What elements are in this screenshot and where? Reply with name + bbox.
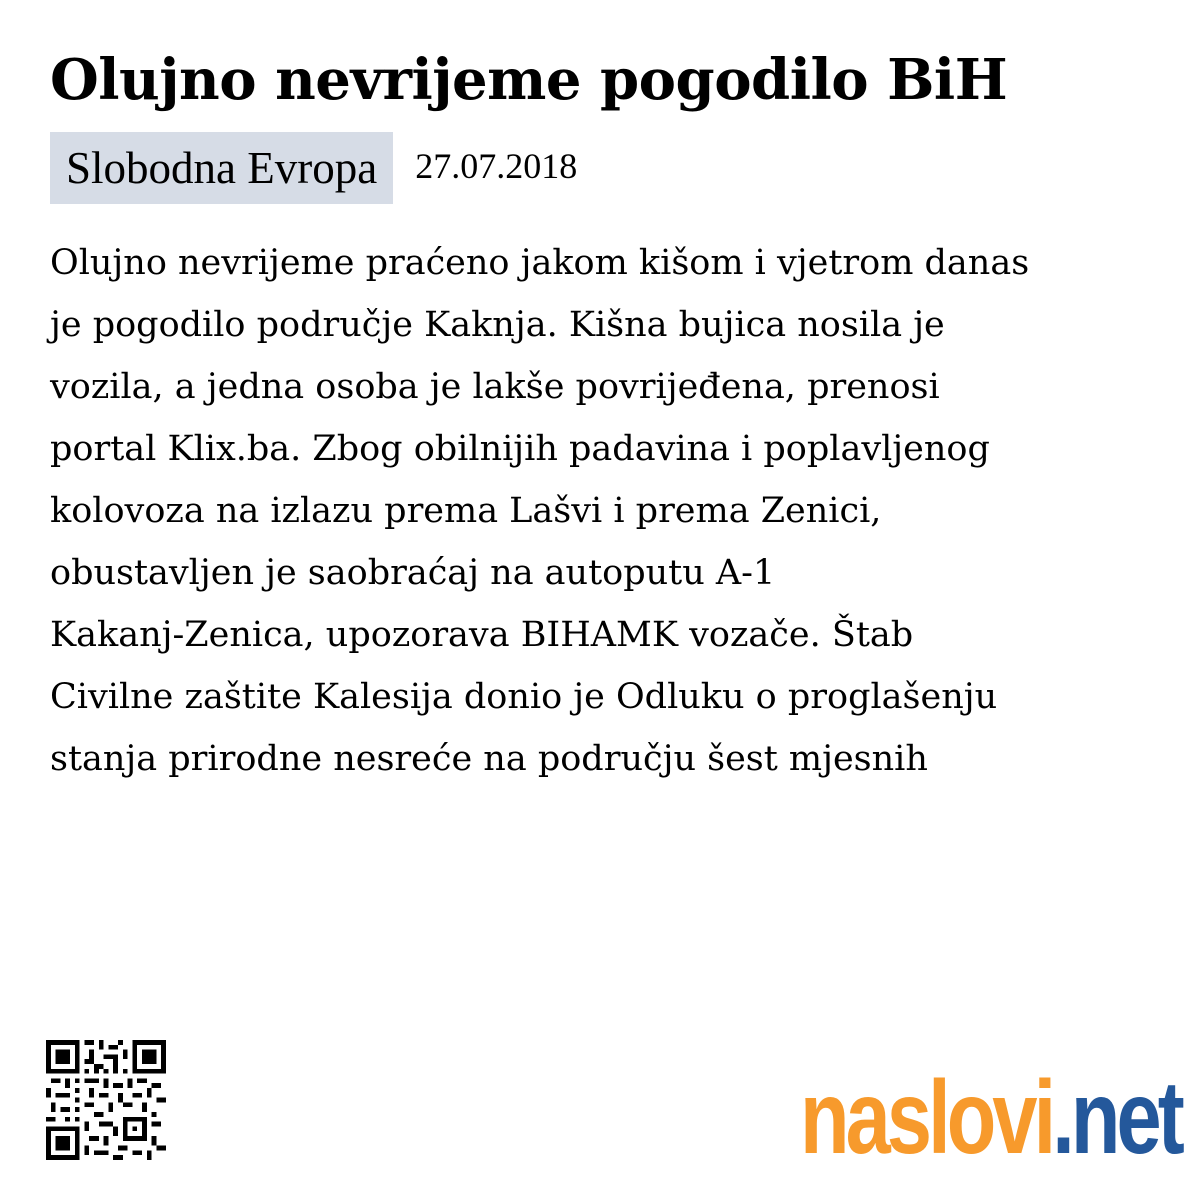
qr-code-icon xyxy=(46,1036,166,1164)
body-line: Kakanj-Zenica, upozorava BIHAMK vozače. Štab xyxy=(50,615,914,655)
body-line: kolovoza na izlazu prema Lašvi i prema Zenici, xyxy=(50,491,882,531)
logo-text-domain: .net xyxy=(1052,1060,1181,1176)
source-badge[interactable] xyxy=(50,132,393,204)
body-line: vozila, a jedna osoba je lakše povrijeđena, prenosi xyxy=(50,367,940,407)
body-line: Civilne zaštite Kalesija donio je Odluku o proglašenju xyxy=(50,677,998,717)
body-line: stanja prirodne nesreće na području šest mjesnih xyxy=(50,739,928,779)
body-line: je pogodilo područje Kaknja. Kišna bujica nosila je xyxy=(50,305,945,345)
source-label: Slobodna Evropa xyxy=(66,143,378,193)
logo-text-primary: naslovi xyxy=(800,1060,1053,1176)
article-body xyxy=(50,232,1160,790)
site-logo[interactable] xyxy=(800,1058,1181,1176)
body-line: portal Klix.ba. Zbog obilnijih padavina i poplavljenog xyxy=(50,429,990,469)
article-meta xyxy=(50,132,577,204)
article-title: Olujno nevrijeme pogodilo BiH xyxy=(50,47,1008,113)
body-line: Olujno nevrijeme praćeno jakom kišom i vjetrom danas xyxy=(50,243,1030,283)
publish-date: 27.07.2018 xyxy=(415,146,578,186)
body-line: obustavljen je saobraćaj na autoputu A-1 xyxy=(50,553,776,593)
